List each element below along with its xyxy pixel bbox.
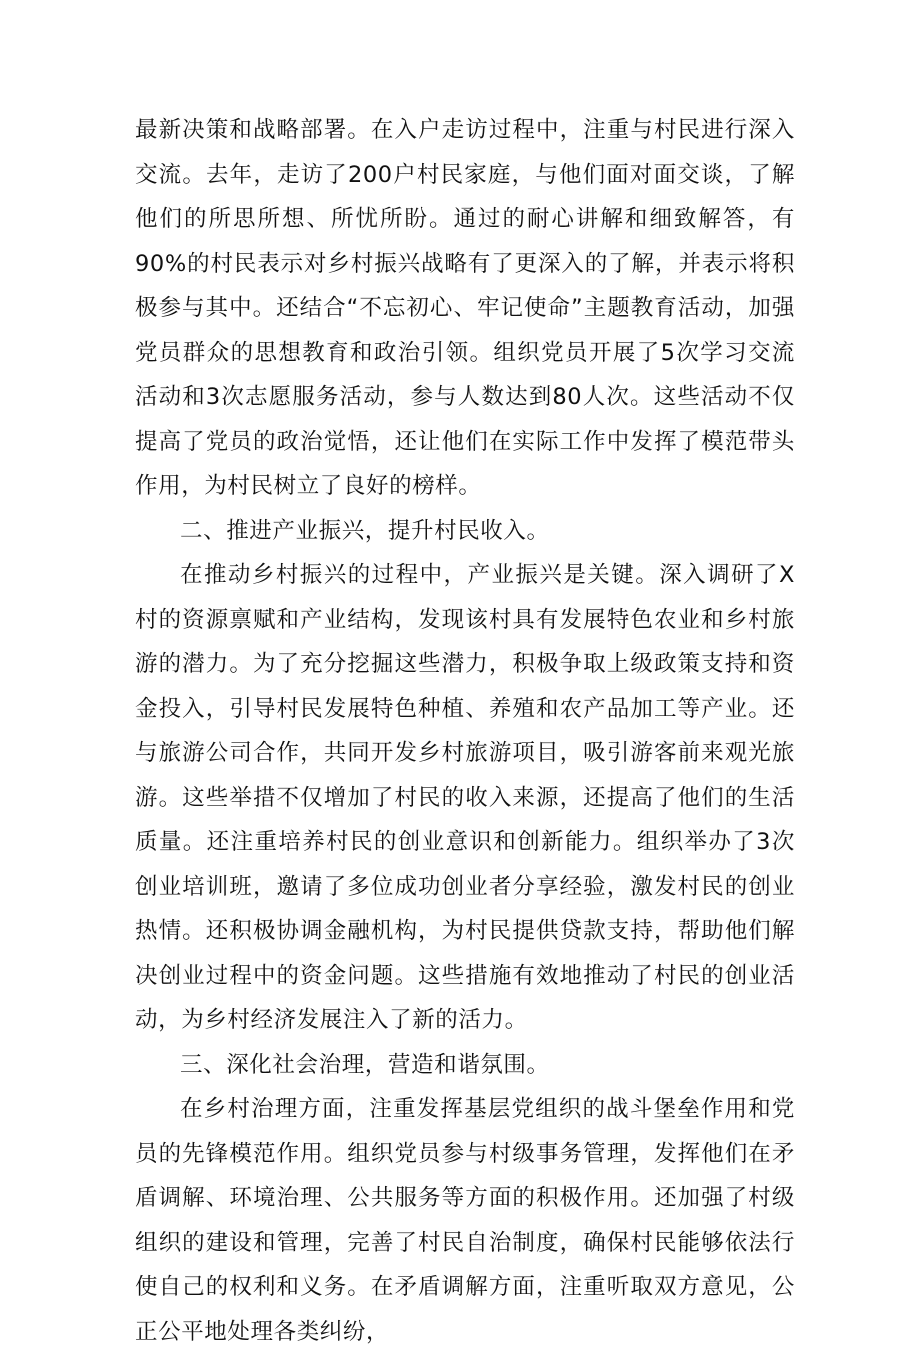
section-heading-3: 三、深化社会治理，营造和谐氛围。 xyxy=(180,1051,550,1078)
section-heading-2: 二、推进产业振兴，提升村民收入。 xyxy=(180,517,550,544)
document-body xyxy=(135,108,795,1354)
paragraph-governance: 在乡村治理方面，注重发挥基层党组织的战斗堡垒作用和党员的先锋模范作用。组织党员参与村级事务管理，发挥他们在矛盾调解、环境治理、公共服务等方面的积极作用。还加强了村级组织的建设和管理，完善了村民自治制度，确保村民能够依法行使自己的权利和义务。在矛盾调解方面，注重听取双方意见，公正公平地处理各类纠纷， xyxy=(135,1096,795,1345)
paragraph-continued: 最新决策和战略部署。在入户走访过程中，注重与村民进行深入交流。去年，走访了200户村民家庭，与他们面对面交谈，了解他们的所思所想、所忧所盼。通过的耐心讲解和细致解答，有90%的村民表示对乡村振兴战略有了更深入的了解，并表示将积极参与其中。还结合“不忘初心、牢记使命”主题教育活动，加强党员群众的思想教育和政治引领。组织党员开展了5次学习交流活动和3次志愿服务活动，参与人数达到80人次。这些活动不仅提高了党员的政治觉悟，还让他们在实际工作中发挥了模范带头作用，为村民树立了良好的榜样。 xyxy=(135,117,795,499)
paragraph-industry: 在推动乡村振兴的过程中，产业振兴是关键。深入调研了X村的资源禀赋和产业结构，发现该村具有发展特色农业和乡村旅游的潜力。为了充分挖掘这些潜力，积极争取上级政策支持和资金投入，引导村民发展特色种植、养殖和农产品加工等产业。还与旅游公司合作，共同开发乡村旅游项目，吸引游客前来观光旅游。这些举措不仅增加了村民的收入来源，还提高了他们的生活质量。还注重培养村民的创业意识和创新能力。组织举办了3次创业培训班，邀请了多位成功创业者分享经验，激发村民的创业热情。还积极协调金融机构，为村民提供贷款支持，帮助他们解决创业过程中的资金问题。这些措施有效地推动了村民的创业活动，为乡村经济发展注入了新的活力。 xyxy=(135,562,795,1033)
